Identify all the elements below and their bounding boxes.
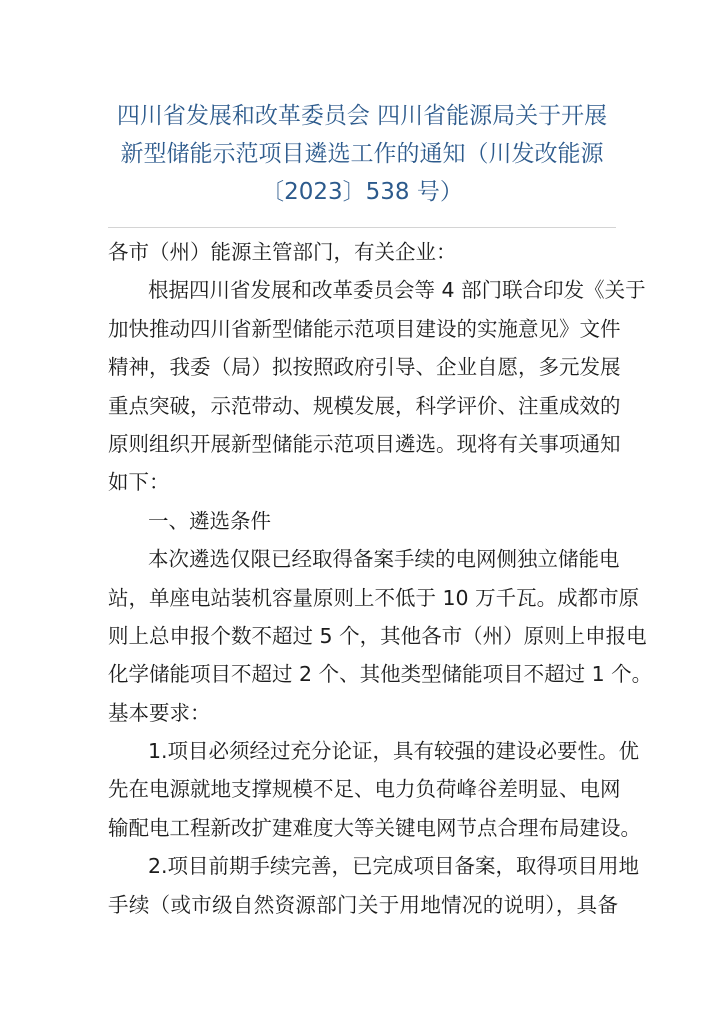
document-title: [104, 97, 620, 211]
paragraph-line: 加快推动四川省新型储能示范项目建设的实施意见》文件: [108, 316, 621, 341]
title-line: 四川省发展和改革委员会 四川省能源局关于开展: [116, 103, 608, 129]
paragraph-line: 化学储能项目不超过 2 个、其他类型储能项目不超过 1 个。: [108, 662, 653, 687]
paragraph-line: 根据四川省发展和改革委员会等 4 部门联合印发《关于: [148, 278, 646, 303]
document-body: [108, 233, 653, 924]
list-item-line: 手续（或市级自然资源部门关于用地情况的说明），具备: [108, 892, 618, 917]
paragraph-line: 精神，我委（局）拟按照政府引导、企业自愿，多元发展: [108, 355, 621, 380]
paragraph-line: 本次遴选仅限已经取得备案手续的电网侧独立储能电: [148, 547, 620, 572]
list-item-line: 1.项目必须经过充分论证，具有较强的建设必要性。优: [148, 739, 640, 764]
paragraph-line: 基本要求：: [108, 700, 211, 725]
title-divider: [108, 227, 616, 228]
paragraph-line: 原则组织开展新型储能示范项目遴选。现将有关事项通知: [108, 431, 621, 456]
paragraph-line: 如下：: [108, 470, 170, 495]
paragraph-line: 重点突破，示范带动、规模发展，科学评价、注重成效的: [108, 393, 621, 418]
section-heading: 一、遴选条件: [148, 508, 271, 533]
salutation: 各市（州）能源主管部门，有关企业：: [108, 240, 457, 264]
paragraph-line: 则上总申报个数不超过 5 个，其他各市（州）原则上申报电: [108, 623, 647, 648]
list-item-line: 先在电源就地支撑规模不足、电力负荷峰谷差明显、电网: [108, 777, 621, 802]
list-item-line: 输配电工程新改扩建难度大等关键电网节点合理布局建设。: [108, 815, 641, 840]
title-line: 新型储能示范项目遴选工作的通知（川发改能源: [120, 141, 604, 167]
title-line: 〔2023〕538 号）: [261, 179, 463, 205]
paragraph-line: 站，单座电站装机容量原则上不低于 10 万千瓦。成都市原: [108, 585, 640, 610]
list-item-line: 2.项目前期手续完善，已完成项目备案，取得项目用地: [148, 854, 640, 879]
